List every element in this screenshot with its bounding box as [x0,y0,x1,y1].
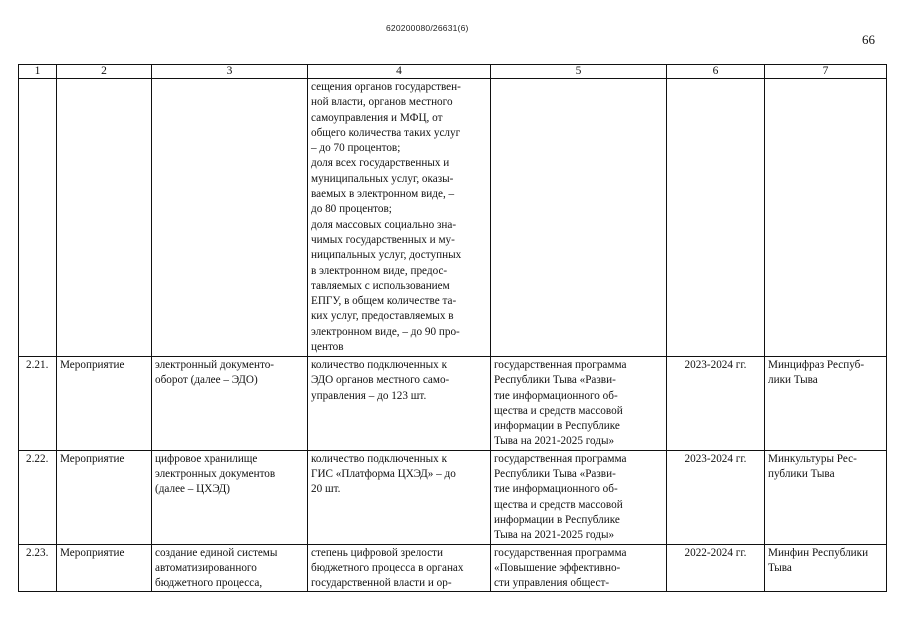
table-row [19,357,887,451]
row-number: 2.22. [19,450,57,544]
column-number: 4 [308,65,491,79]
column-number: 1 [19,65,57,79]
column-number-row [19,65,887,79]
program-cell: государственная программа «Повышение эффективно- сти управления общест- [491,544,667,592]
document-id: 620200080/26631(6) [386,23,469,33]
column-number: 2 [57,65,152,79]
responsible-cell: Минкультуры Рес- публики Тыва [765,450,887,544]
row-type: Мероприятие [57,450,152,544]
measure-name: создание единой системы автоматизированного бюджетного процесса, [152,544,308,592]
responsible-cell: Минцифраз Респуб- лики Тыва [765,357,887,451]
column-number: 5 [491,65,667,79]
table-cell [491,79,667,357]
row-type: Мероприятие [57,357,152,451]
table-cell [57,79,152,357]
table-row [19,544,887,592]
period-cell: 2023-2024 гг. [667,450,765,544]
indicator-cell: степень цифровой зрелости бюджетного процесса в органах государственной власти и ор- [308,544,491,592]
period-cell: 2023-2024 гг. [667,357,765,451]
measure-name: цифровое хранилище электронных документов (далее – ЦХЭД) [152,450,308,544]
table-cell [19,79,57,357]
page-number: 66 [862,32,875,47]
column-number: 3 [152,65,308,79]
table-cell [765,79,887,357]
program-cell: государственная программа Республики Тыва «Разви- тие информационного об- щества и средств массовой информации в Республике Тыва на 2021-2025 годы» [491,357,667,451]
column-number: 6 [667,65,765,79]
row-number: 2.21. [19,357,57,451]
table-cell [667,79,765,357]
responsible-cell: Минфин Республики Тыва [765,544,887,592]
continuation-row [19,79,887,357]
period-cell: 2022-2024 гг. [667,544,765,592]
row-type: Мероприятие [57,544,152,592]
table-cell [152,79,308,357]
indicator-cell: количество подключенных к ГИС «Платформа ЦХЭД» – до 20 шт. [308,450,491,544]
indicator-cell: количество подключенных к ЭДО органов местного само- управления – до 123 шт. [308,357,491,451]
indicator-cell: сещения органов государствен- ной власти, органов местного самоуправления и МФЦ, от общего количества таких услуг – до 70 процентов; доля всех государственных и муниципальных услуг, оказы- ваемых в электронном виде, – до 80 процентов; доля массовых социально зна- чимых государственных и му- ниципальных услуг, доступных в электронном виде, предос- тавляемых с использованием ЕПГУ, в общем количестве та- ких услуг, предоставляемых в электронном виде, – до 90 про- центов [308,79,491,357]
measure-name: электронный документо- оборот (далее – ЭДО) [152,357,308,451]
column-number: 7 [765,65,887,79]
program-cell: государственная программа Республики Тыва «Разви- тие информационного об- щества и средств массовой информации в Республике Тыва на 2021-2025 годы» [491,450,667,544]
table-row [19,450,887,544]
measures-table [18,64,887,592]
row-number: 2.23. [19,544,57,592]
